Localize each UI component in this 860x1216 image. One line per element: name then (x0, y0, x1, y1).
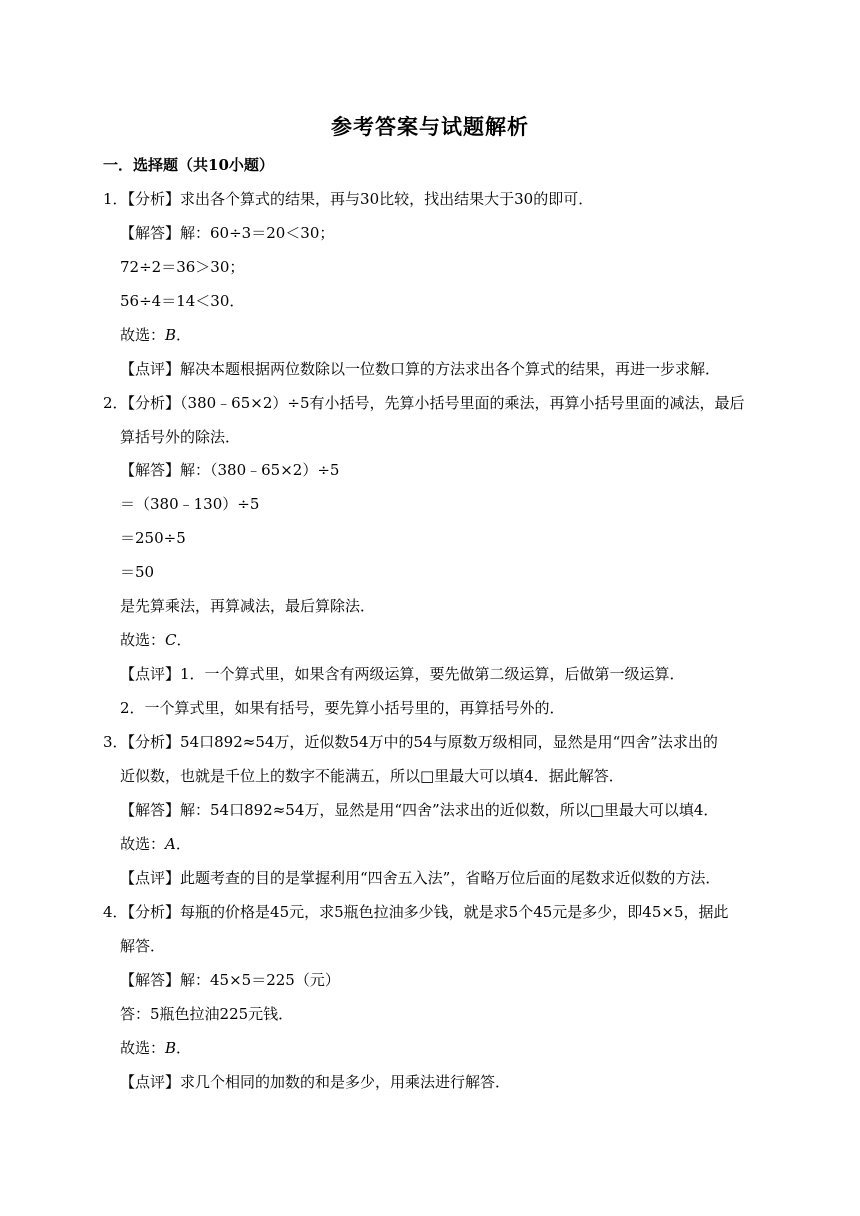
choice-prefix: 故选： (120, 1039, 166, 1057)
q2-summary: 是先算乘法，再算减法，最后算除法． (120, 597, 376, 615)
choice-letter: C (165, 631, 177, 649)
q1-comment: 【点评】解决本题根据两位数除以一位数口算的方法求出各个算式的结果，再进一步求解． (120, 360, 721, 378)
q1-analysis: 1．【分析】求出各个算式的结果，再与30比较，找出结果大于30的即可． (103, 190, 594, 208)
q2-step3: ＝50 (120, 563, 155, 581)
q3-analysis-cont: 近似数，也就是千位上的数字不能满五，所以□里最大可以填4．据此解答． (120, 767, 624, 785)
choice-suffix: ． (176, 1039, 192, 1057)
q2-step1: ＝（380﹣130）÷5 (120, 495, 260, 513)
q3-choice (120, 833, 191, 855)
q4-answer: 【解答】解：45×5＝225（元） (120, 971, 340, 989)
page-title: 参考答案与试题解析 (331, 114, 529, 139)
choice-prefix: 故选： (120, 631, 166, 649)
q2-step2: ＝250÷5 (120, 529, 186, 547)
q4-analysis-cont: 解答． (120, 937, 166, 955)
q4-reply: 答：5瓶色拉油225元钱． (120, 1005, 294, 1023)
q2-answer: 【解答】解：（380﹣65×2）÷5 (120, 461, 340, 479)
q3-analysis: 3．【分析】54口892≈54万，近似数54万中的54与原数万级相同，显然是用“四舍”法求出的 (103, 733, 718, 751)
q2-analysis: 2．【分析】（380﹣65×2）÷5有小括号，先算小括号里面的乘法，再算小括号里面的减法，最后 (103, 394, 745, 412)
q1-answer: 【解答】解：60÷3＝20＜30； (120, 224, 335, 242)
q2-choice (120, 629, 192, 651)
section-heading: 一．选择题（共10小题） (103, 156, 274, 174)
choice-prefix: 故选： (120, 835, 166, 853)
q3-comment: 【点评】此题考查的目的是掌握利用“四舍五入法”，省略万位后面的尾数求近似数的方法． (120, 869, 721, 887)
q4-choice (120, 1037, 191, 1059)
q4-analysis: 4．【分析】每瓶的价格是45元，求5瓶色拉油多少钱，就是求5个45元是多少，即45×5，据此 (103, 903, 729, 921)
q1-choice (120, 324, 191, 346)
q3-answer: 【解答】解：54口892≈54万，显然是用“四舍”法求出的近似数，所以□里最大可以填4． (120, 801, 719, 819)
choice-suffix: ． (175, 835, 191, 853)
choice-suffix: ． (176, 326, 192, 344)
choice-letter: B (165, 1039, 177, 1057)
q2-comment1: 【点评】1．一个算式里，如果含有两级运算，要先做第二级运算，后做第一级运算． (120, 665, 685, 683)
choice-suffix: ． (176, 631, 192, 649)
choice-letter: A (165, 835, 176, 853)
q1-line3: 56÷4＝14＜30． (120, 292, 245, 310)
q2-analysis-cont: 算括号外的除法． (120, 428, 241, 446)
choice-prefix: 故选： (120, 326, 166, 344)
choice-letter: B (165, 326, 177, 344)
q4-comment: 【点评】求几个相同的加数的和是多少，用乘法进行解答． (120, 1073, 511, 1091)
q1-line2: 72÷2＝36＞30； (120, 258, 245, 276)
q2-comment2: 2．一个算式里，如果有括号，要先算小括号里的，再算括号外的． (120, 699, 565, 717)
